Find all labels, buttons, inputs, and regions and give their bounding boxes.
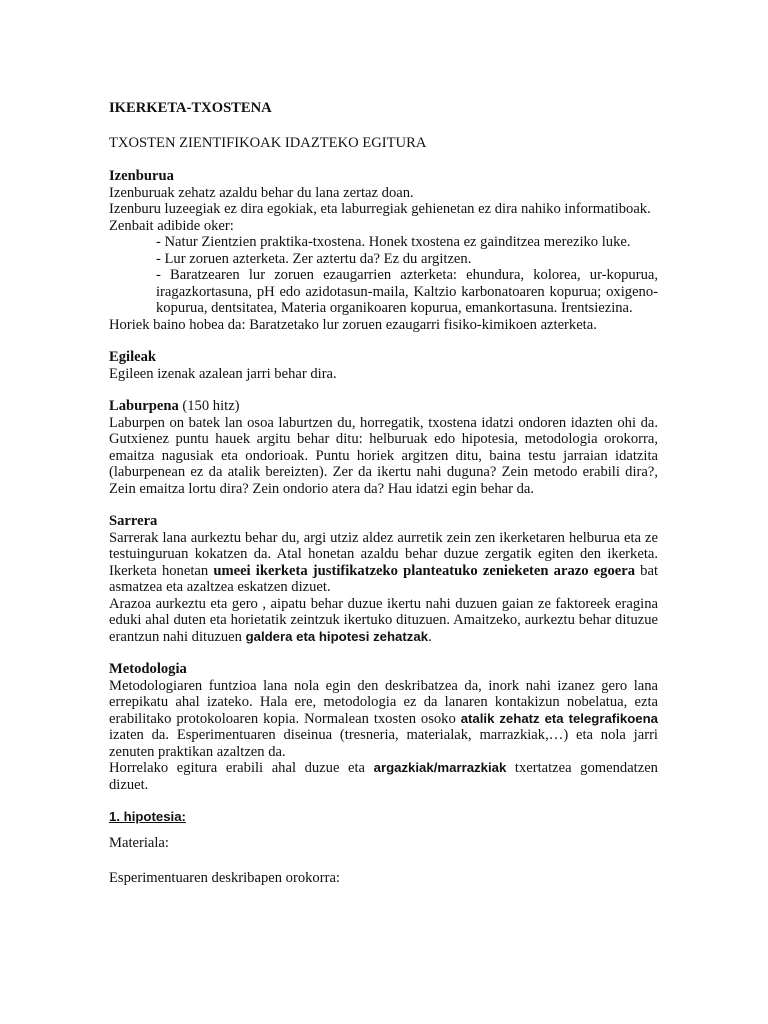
sarrera-paragraph-1 [109,530,658,596]
sarrera-p1-text-a: Sarrerak lana aurkeztu behar du, argi utziz aldez aurretik zein zen ikerketaren helburua eta ze testuinguruan kokatzen da. Atal honetan azaldu behar duzue zergatik egiten den ikerketa. Ikerketa honetan [109,529,658,579]
better-example: Horiek baino hobea da: Baratzetako lur zoruen ezaugarri fisiko-kimikoen azterketa. [109,316,597,333]
laburpena-heading-note: (150 hitz) [178,398,240,414]
izenburua-heading: Izenburua [109,168,174,184]
izenburua-section [109,168,658,333]
sarrera-section [109,513,658,645]
laburpena-heading: Laburpena [109,398,179,414]
metodologia-p2-bold: argazkiak/marrazkiak [373,760,507,775]
sarrera-p2-bold: galdera eta hipotesi zehatzak [245,628,429,644]
metodologia-p1-bold: atalik zehatz eta telegrafikoena [460,710,658,726]
hipotesia-heading: 1. hipotesia: [109,809,186,824]
laburpena-text: Laburpen on batek lan osoa laburtzen du, horregatik, txostena idatzi ondoren idazten ohi da. Gutxienez puntu hauek argitu behar ditu: helburuak edo hipotesia, metodologia orokorra, emaitza nagusiak eta ondorioak. Puntu horiek argitzen ditu, baina testu jarraian idatzita (laburpenean ez da atalik bereizten). Zer da ikertu nahi duguna? Zein metodo erabili dira?, Zein emaitza lortu dira? Zein ondorio atera da? Hau idatzi egin behar da. [109,414,658,497]
egileak-text: Egileen izenak azalean jarri behar dira. [109,365,337,382]
sarrera-p2-text-c: . [428,628,432,645]
metodologia-p1-text-a: Metodologiaren funtzioa lana nola egin den deskribatzea da, inork nahi izanez gero lana errepikatu ahal izateko. Hala ere, metodologia ez da lanaren kontakizun nobelatua, ezta erabilitako protokoloaren kopia. Normalean txosten osoko [109,677,658,727]
egileak-section [109,349,658,382]
metodologia-paragraph-1 [109,678,658,761]
sarrera-paragraph-2 [109,596,658,646]
sarrera-p1-text-c: bat asmatzea eta azaltzea eskatzen dizuet. [109,562,659,595]
document-title: IKERKETA-TXOSTENA [109,100,272,116]
bad-example-2: - Lur zoruen azterketa. Zer aztertu da? Ez du argitzen. [156,250,472,267]
izenburua-line-1: Izenburuak zehatz azaldu behar du lana zertaz doan. [109,184,414,201]
bad-example-3: - Baratzearen lur zoruen ezaugarrien azterketa: ehundura, kolorea, ur-kopurua, iragazkortasuna, pH edo azidotasun-maila, Kaltzio karbonatoaren kopurua; oxigeno-kopurua, dentsitatea, Materia organikoaren kopurua, emankortasuna. Irentsiezina. [156,267,658,316]
sarrera-heading: Sarrera [109,513,158,529]
metodologia-paragraph-2 [109,760,658,793]
sarrera-p1-bold: umeei ikerketa justifikatzeko planteatuko zenieketen arazo egoera [213,562,636,579]
document-subtitle: TXOSTEN ZIENTIFIKOAK IDAZTEKO EGITURA [109,135,427,151]
sarrera-p2-text-a: Arazoa aurkeztu eta gero , aipatu behar duzue ikertu nahi duzuen gaian ze faktoreek eragina eduki ahal duten eta horietatik zeintzuk ikertuko dituzuen. Amaitzeko, aurkeztu behar dituzue erantzun nahi dituzuen [109,595,658,645]
metodologia-section [109,661,658,793]
metodologia-heading: Metodologia [109,661,187,677]
laburpena-heading-line [109,398,658,415]
materiala-label: Materiala: [109,835,169,851]
bad-example-1: - Natur Zientzien praktika-txostena. Honek txostena ez gainditzea mereziko luke. [156,234,631,250]
izenburua-line-3: Zenbait adibide oker: [109,217,234,234]
document-page [109,100,658,886]
metodologia-p2-text-a: Horrelako egitura erabili ahal duzue eta [109,760,374,776]
laburpena-section [109,398,658,497]
egileak-heading: Egileak [109,349,157,365]
metodologia-p2-text-c: txertatzea gomendatzen dizuet. [109,760,658,793]
deskribapena-label: Esperimentuaren deskribapen orokorra: [109,869,340,886]
metodologia-p1-text-c: izaten da. Esperimentuaren diseinua (tresneria, materialak, marrazkiak,…) eta nola jarri zenuten praktikan azaltzen da. [109,727,658,760]
izenburua-line-2: Izenburu luzeegiak ez dira egokiak, eta laburregiak gehienetan ez dira nahiko informatiboak. [109,201,651,217]
